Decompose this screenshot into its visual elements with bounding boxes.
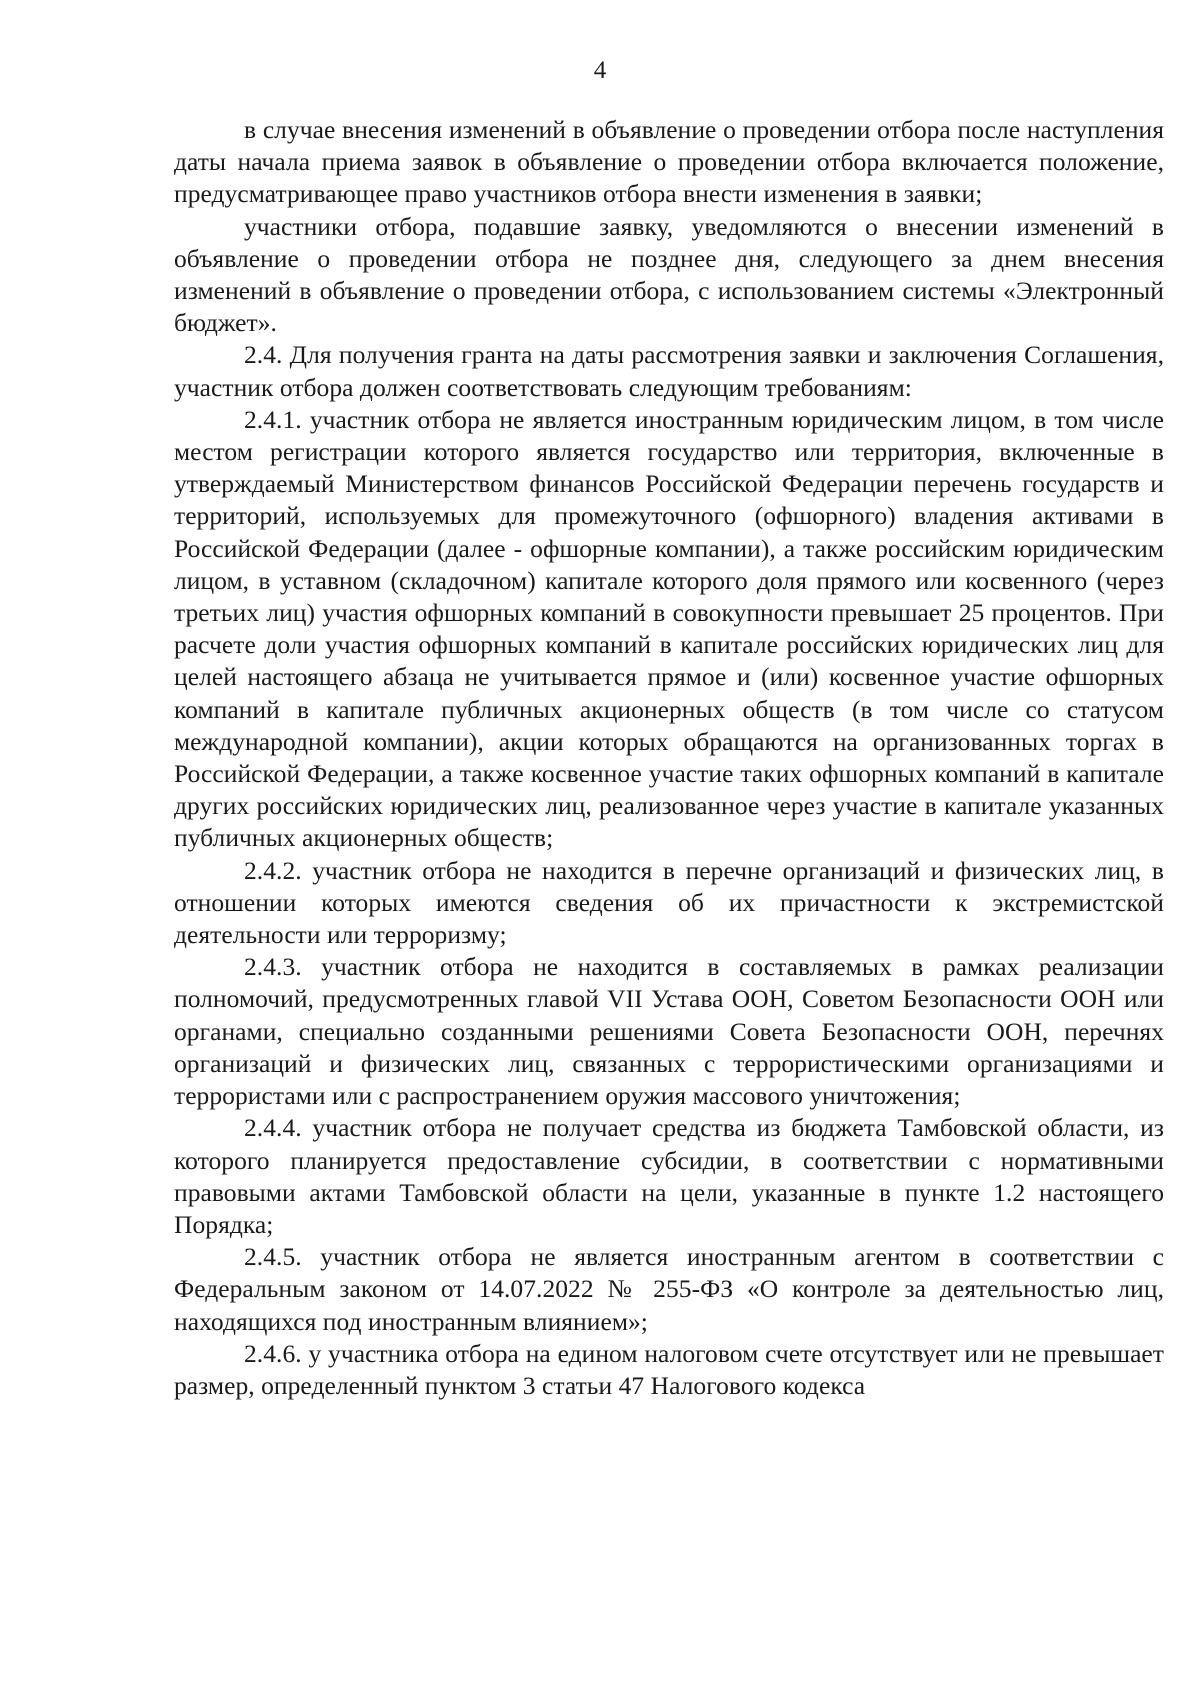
paragraph-participant-notification: участники отбора, подавшие заявку, уведомляются о внесении изменений в объявление о проведении отбора не позднее дня, следующего за днем внесения изменений в объявление о проведении отбора, с использованием системы «Электронный бюджет». xyxy=(174,211,1164,338)
paragraph-2-4-2: 2.4.2. участник отбора не находится в перечне организаций и физических лиц, в отношении которых имеются сведения об их причастности к экстремистской деятельности или терроризму; xyxy=(174,855,1164,950)
paragraph-2-4-4: 2.4.4. участник отбора не получает средства из бюджета Тамбовской области, из которого планируется предоставление субсидии, в соответствии с нормативными правовыми актами Тамбовской области на цели, указанные в пункте 1.2 настоящего Порядка; xyxy=(174,1113,1164,1239)
paragraph-2-4-1: 2.4.1. участник отбора не является иностранным юридическим лицом, в том числе местом регистрации которого является государство или территория, включенные в утверждаемый Министерством финансов Российской Федерации перечень государств и территорий, используемых для промежуточного (офшорного) владения активами в Российской Федерации (далее - офшорные компании), а также российским юридическим лицом, в уставном (складочном) капитале которого доля прямого или косвенного (через третьих лиц) участия офшорных компаний в совокупности превышает 25 процентов. При расчете доли участия офшорных компаний в капитале российских юридических лиц для целей настоящего абзаца не учитывается прямое и (или) косвенное участие офшорных компаний в капитале публичных акционерных обществ (в том числе со статусом международной компании), акции которых обращаются на организованных торгах в Российской Федерации, а также косвенное участие таких офшорных компаний в капитале других российских юридических лиц, реализованное через участие в капитале указанных публичных акционерных обществ; xyxy=(174,404,1164,853)
paragraph-2-4-5: 2.4.5. участник отбора не является иностранным агентом в соответствии с Федеральным законом от 14.07.2022 № 255-ФЗ «О контроле за деятельностью лиц, находящихся под иностранным влиянием»; xyxy=(174,1242,1164,1336)
page-number: 4 xyxy=(593,57,607,84)
paragraph-2-4: 2.4. Для получения гранта на даты рассмотрения заявки и заключения Соглашения, участник отбора должен соответствовать следующим требованиям: xyxy=(174,340,1164,402)
paragraph-2-4-3: 2.4.3. участник отбора не находится в составляемых в рамках реализации полномочий, предусмотренных главой VII Устава ООН, Советом Безопасности ООН или органами, специально созданными решениями Совета Безопасности ООН, перечнях организаций и физических лиц, связанных с террористическими организациями и террористами или с распространением оружия массового уничтожения; xyxy=(174,952,1164,1111)
paragraph-amendment-notice: в случае внесения изменений в объявление о проведении отбора после наступления даты начала приема заявок в объявление о проведении отбора включается положение, предусматривающее право участников отбора внести изменения в заявки; xyxy=(174,115,1164,209)
paragraph-2-4-6: 2.4.6. у участника отбора на едином налоговом счете отсутствует или не превышает размер, определенный пунктом 3 статьи 47 Налогового кодекса xyxy=(174,1338,1164,1400)
document-body xyxy=(174,114,1164,1402)
